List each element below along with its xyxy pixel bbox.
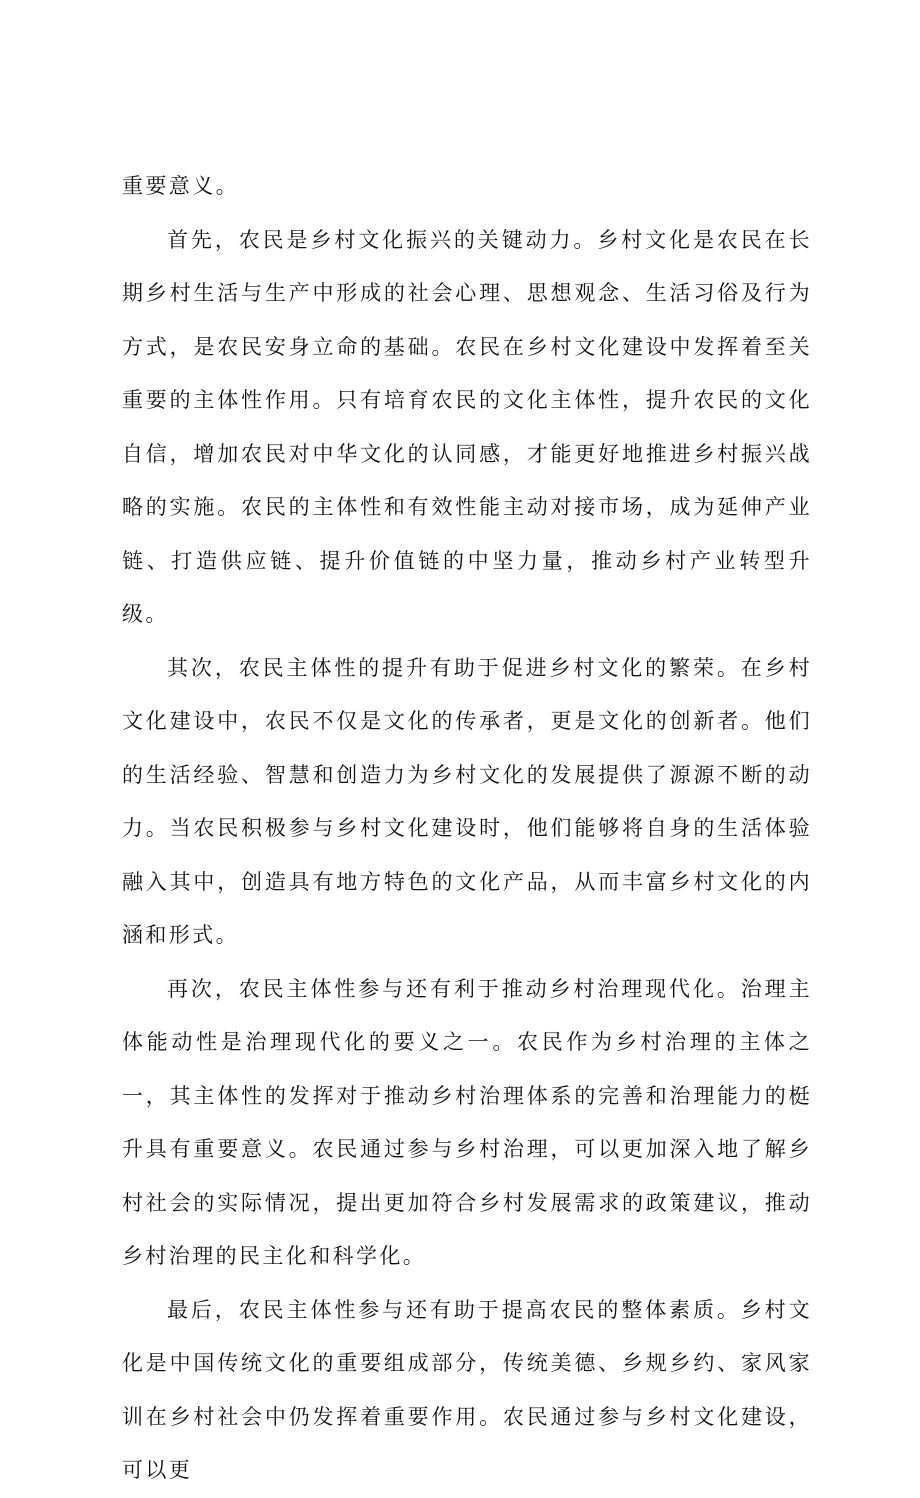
paragraph-continuation: 重要意义。 — [122, 174, 239, 198]
paragraph-last: 最后，农民主体性参与还有助于提高农民的整体素质。乡村文化是中国传统文化的重要组成部分，传统美德、乡规乡约、家风家训在乡村社会中仍发挥着重要作用。农民通过参与乡村文化建设，可以更 — [122, 1297, 812, 1482]
body-text — [122, 160, 812, 1498]
paragraph-second: 其次，农民主体性的提升有助于促进乡村文化的繁荣。在乡村文化建设中，农民不仅是文化的传承者，更是文化的创新者。他们的生活经验、智慧和创造力为乡村文化的发展提供了源源不断的动力。当农民积极参与乡村文化建设时，他们能够将自身的生活体验融入其中，创造具有地方特色的文化产品，从而丰富乡村文化的内涵和形式。 — [122, 655, 812, 947]
paragraph-third: 再次，农民主体性参与还有利于推动乡村治理现代化。治理主体能动性是治理现代化的要义之一。农民作为乡村治理的主体之一，其主体性的发挥对于推动乡村治理体系的完善和治理能力的梃升具有重要意义。农民通过参与乡村治理，可以更加深入地了解乡村社会的实际情况，提出更加符合乡村发展需求的政策建议，推动乡村治理的民主化和科学化。 — [122, 976, 812, 1268]
paragraph-first: 首先，农民是乡村文化振兴的关键动力。乡村文化是农民在长期乡村生活与生产中形成的社会心理、思想观念、生活习俗及行为方式，是农民安身立命的基础。农民在乡村文化建设中发挥着至关重要的主体性作用。只有培育农民的文化主体性，提升农民的文化自信，增加农民对中华文化的认同感，才能更好地推进乡村振兴战略的实施。农民的主体性和有效性能主动对接市场，成为延伸产业链、打造供应链、提升价值链的中坚力量，推动乡村产业转型升级。 — [122, 227, 812, 626]
